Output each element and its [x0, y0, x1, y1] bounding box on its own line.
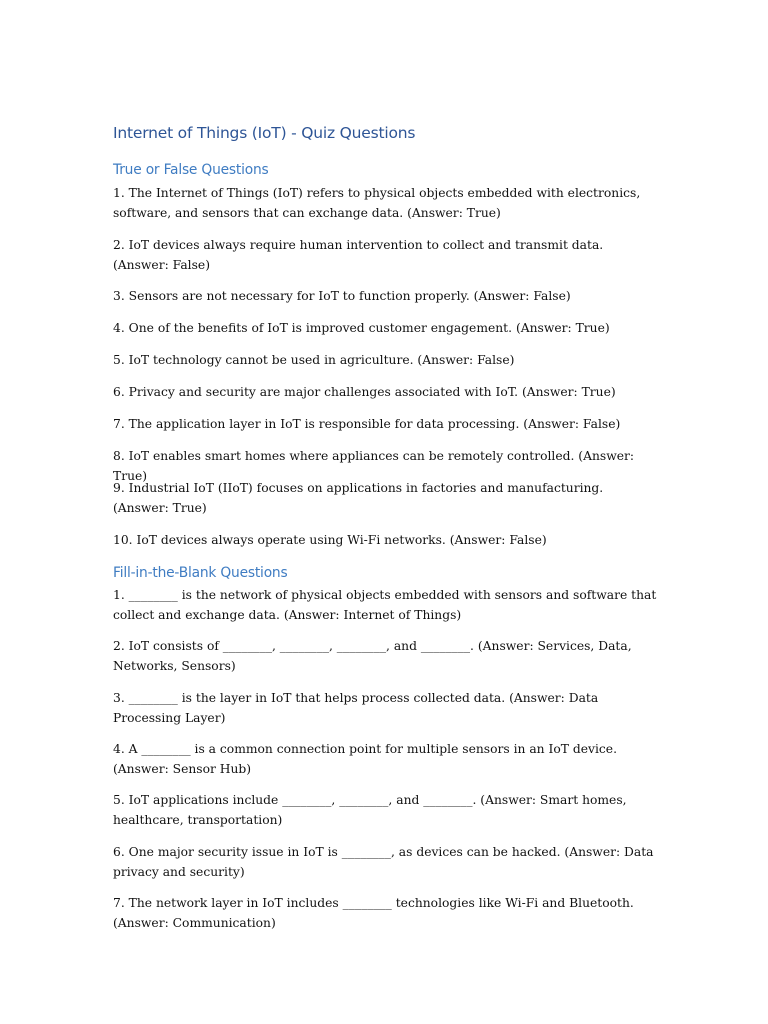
tf-question-2: 2. IoT devices always require human intervention to collect and transmit data. (Answer: False): [113, 238, 604, 272]
tf-question-9: 9. Industrial IoT (IIoT) focuses on applications in factories and manufacturing. (Answer: True): [113, 481, 604, 515]
document-title: Internet of Things (IoT) - Quiz Questions: [113, 124, 416, 142]
tf-question-4: 4. One of the benefits of IoT is improved customer engagement. (Answer: True): [113, 321, 610, 335]
tf-question-7: 7. The application layer in IoT is responsible for data processing. (Answer: False): [113, 417, 621, 431]
fill-blank-heading: Fill-in-the-Blank Questions: [113, 565, 288, 581]
fb-question-3: 3. ________ is the layer in IoT that helps process collected data. (Answer: Data Processing Layer): [113, 691, 599, 725]
tf-question-3: 3. Sensors are not necessary for IoT to function properly. (Answer: False): [113, 289, 571, 303]
tf-question-8: 8. IoT enables smart homes where appliances can be remotely controlled. (Answer: True): [113, 449, 635, 483]
tf-question-1: 1. The Internet of Things (IoT) refers to physical objects embedded with electronics, software, and sensors that can exchange data. (Answer: True): [113, 186, 641, 220]
fb-question-5: 5. IoT applications include ________, ________, and ________. (Answer: Smart homes, healthcare, transportation): [113, 793, 627, 827]
fb-question-6: 6. One major security issue in IoT is ________, as devices can be hacked. (Answer: Data privacy and security): [113, 845, 654, 879]
tf-question-5: 5. IoT technology cannot be used in agriculture. (Answer: False): [113, 353, 515, 367]
tf-question-10: 10. IoT devices always operate using Wi-Fi networks. (Answer: False): [113, 533, 547, 547]
true-false-heading: True or False Questions: [113, 162, 269, 178]
fb-question-1: 1. ________ is the network of physical objects embedded with sensors and software that collect and exchange data. (Answer: Internet of Things): [113, 588, 657, 622]
fb-question-2: 2. IoT consists of ________, ________, ________, and ________. (Answer: Services, Data, Networks, Sensors): [113, 639, 632, 673]
tf-question-6: 6. Privacy and security are major challenges associated with IoT. (Answer: True): [113, 385, 616, 399]
fb-question-4: 4. A ________ is a common connection point for multiple sensors in an IoT device. (Answer: Sensor Hub): [113, 742, 617, 776]
fb-question-7: 7. The network layer in IoT includes ________ technologies like Wi-Fi and Bluetooth. (Answer: Communication): [113, 896, 634, 930]
